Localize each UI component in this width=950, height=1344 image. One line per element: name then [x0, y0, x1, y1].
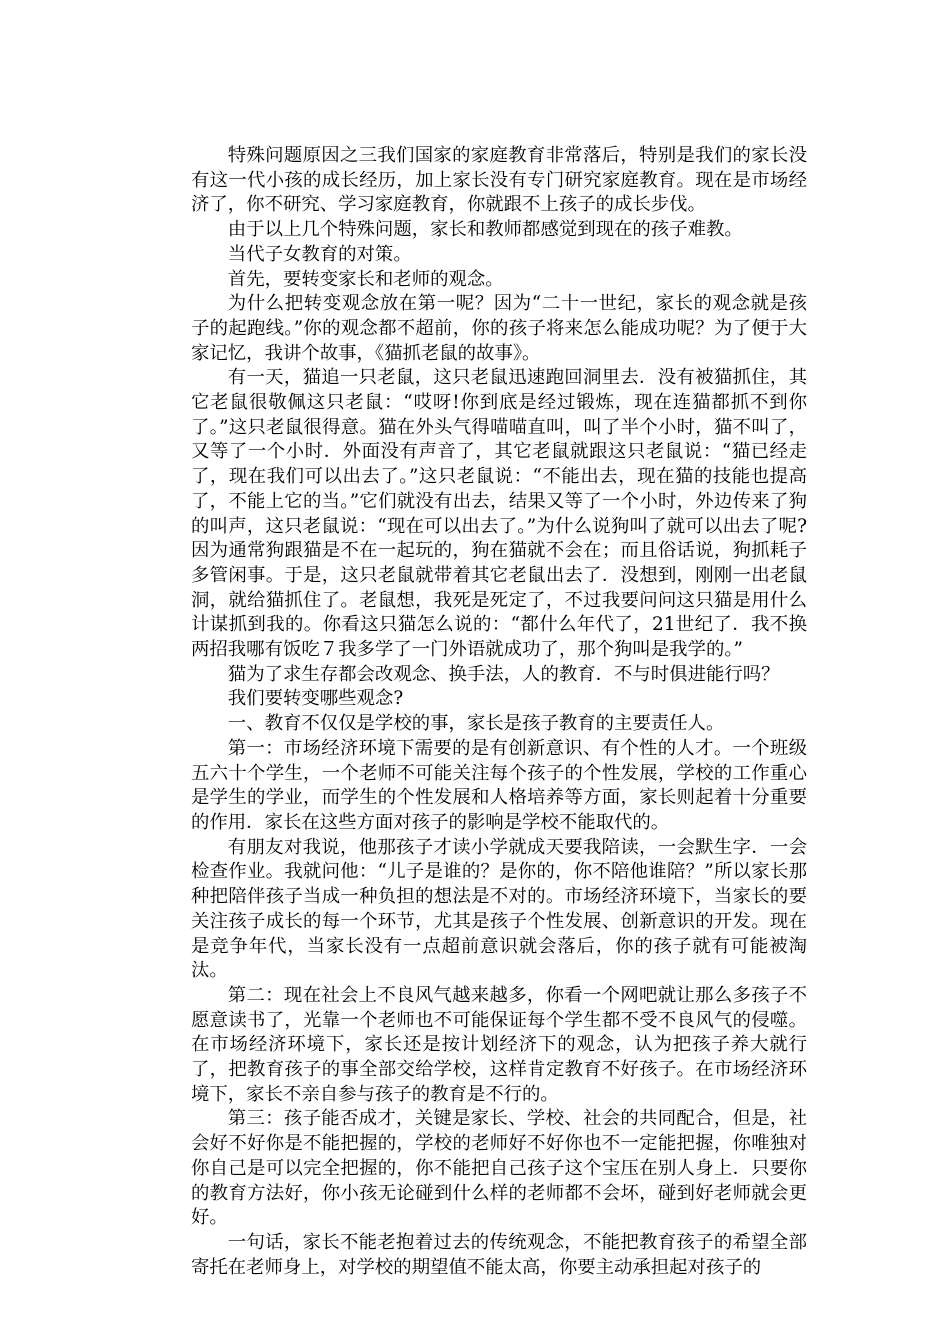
paragraph-11: 有朋友对我说，他那孩子才读小学就成天要我陪读，一会默生字．一会检查作业。我就问他：“儿子是谁的？是你的，你不陪他谁陪？”所以家长那种把陪伴孩子当成一种负担的想法是不对的。市场经济环境下，当家长的要关注孩子成长的每一个环节，尤其是孩子个性发展、创新意识的开发。现在是竞争年代，当家长没有一点超前意识就会落后，你的孩子就有可能被淘汰。 — [191, 836, 807, 982]
paragraph-12: 第二：现在社会上不良风气越来越多，你看一个网吧就让那么多孩子不愿意读书了，光靠一个老师也不可能保证每个学生都不受不良风气的侵噬。在市场经济环境下，家长还是按计划经济下的观念，认为把孩子养大就行了，把教育孩子的事全部交给学校，这样肯定教育不好孩子。在市场经济环境下，家长不亲自参与孩子的教育是不行的。 — [191, 984, 807, 1105]
document-page — [191, 144, 807, 1280]
paragraph-3: 当代子女教育的对策。 — [227, 243, 412, 265]
paragraph-6: 有一天，猫追一只老鼠，这只老鼠迅速跑回洞里去．没有被猫抓住，其它老鼠很敬佩这只老鼠：“哎呀!你到底是经过锻炼，现在连猫都抓不到你了。”这只老鼠很得意。猫在外头气得喵喵直叫，叫了半个小时，猫不叫了，又等了一个小时．外面没有声音了，其它老鼠就跟这只老鼠说：“猫已经走了，现在我们可以出去了。”这只老鼠说：“不能出去，现在猫的技能也提高了，不能上它的当。”它们就没有出去，结果又等了一个小时，外边传来了狗的叫声，这只老鼠说：“现在可以出去了。”为什么说狗叫了就可以出去了呢?因为通常狗跟猫是不在一起玩的，狗在猫就不会在；而且俗话说，狗抓耗子多管闲事。于是，这只老鼠就带着其它老鼠出去了．没想到，刚刚一出老鼠洞，就给猫抓住了。老鼠想，我死是死定了，不过我要问问这只猫是用什么计谋抓到我的。你看这只猫怎么说的：“都什么年代了，21世纪了．我不换两招我哪有饭吃７我多学了一门外语就成功了，那个狗叫是我学的。” — [191, 367, 807, 661]
paragraph-8: 我们要转变哪些观念? — [227, 688, 404, 710]
paragraph-5: 为什么把转变观念放在第一呢？因为“二十一世纪，家长的观念就是孩子的起跑线。”你的观念都不超前，你的孩子将来怎么能成功呢？为了便于大家记忆，我讲个故事，《猫抓老鼠的故事》。 — [191, 293, 807, 364]
paragraph-7: 猫为了求生存都会改观念、换手法，人的教育．不与时俱进能行吗？ — [227, 663, 780, 685]
paragraph-14: 一句话，家长不能老抱着过去的传统观念，不能把教育孩子的希望全部寄托在老师身上，对学校的期望值不能太高，你要主动承担起对孩子的 — [191, 1231, 807, 1278]
paragraph-10: 第一：市场经济环境下需要的是有创新意识、有个性的人才。一个班级五六十个学生，一个老师不可能关注每个孩子的个性发展，学校的工作重心是学生的学业，而学生的个性发展和人格培养等方面，家长则起着十分重要的作用．家长在这些方面对孩子的影响是学校不能取代的。 — [191, 737, 807, 833]
paragraph-4: 首先，要转变家长和老师的观念。 — [227, 268, 504, 290]
paragraph-2: 由于以上几个特殊问题，家长和教师都感觉到现在的孩子难教。 — [227, 219, 743, 241]
paragraph-1: 特殊问题原因之三我们国家的家庭教育非常落后，特别是我们的家长没有这一代小孩的成长经历，加上家长没有专门研究家庭教育。现在是市场经济了，你不研究、学习家庭教育，你就跟不上孩子的成长步伐。 — [191, 145, 807, 216]
paragraph-13: 第三：孩子能否成才，关键是家长、学校、社会的共同配合，但是，社会好不好你是不能把握的，学校的老师好不好你也不一定能把握，你唯独对你自己是可以完全把握的，你不能把自己孩子这个宝压在别人身上．只要你的教育方法好，你小孩无论碰到什么样的老师都不会坏，碰到好老师就会更好。 — [191, 1108, 807, 1229]
paragraph-9: 一、教育不仅仅是学校的事，家长是孩子教育的主要责任人。 — [227, 713, 725, 735]
